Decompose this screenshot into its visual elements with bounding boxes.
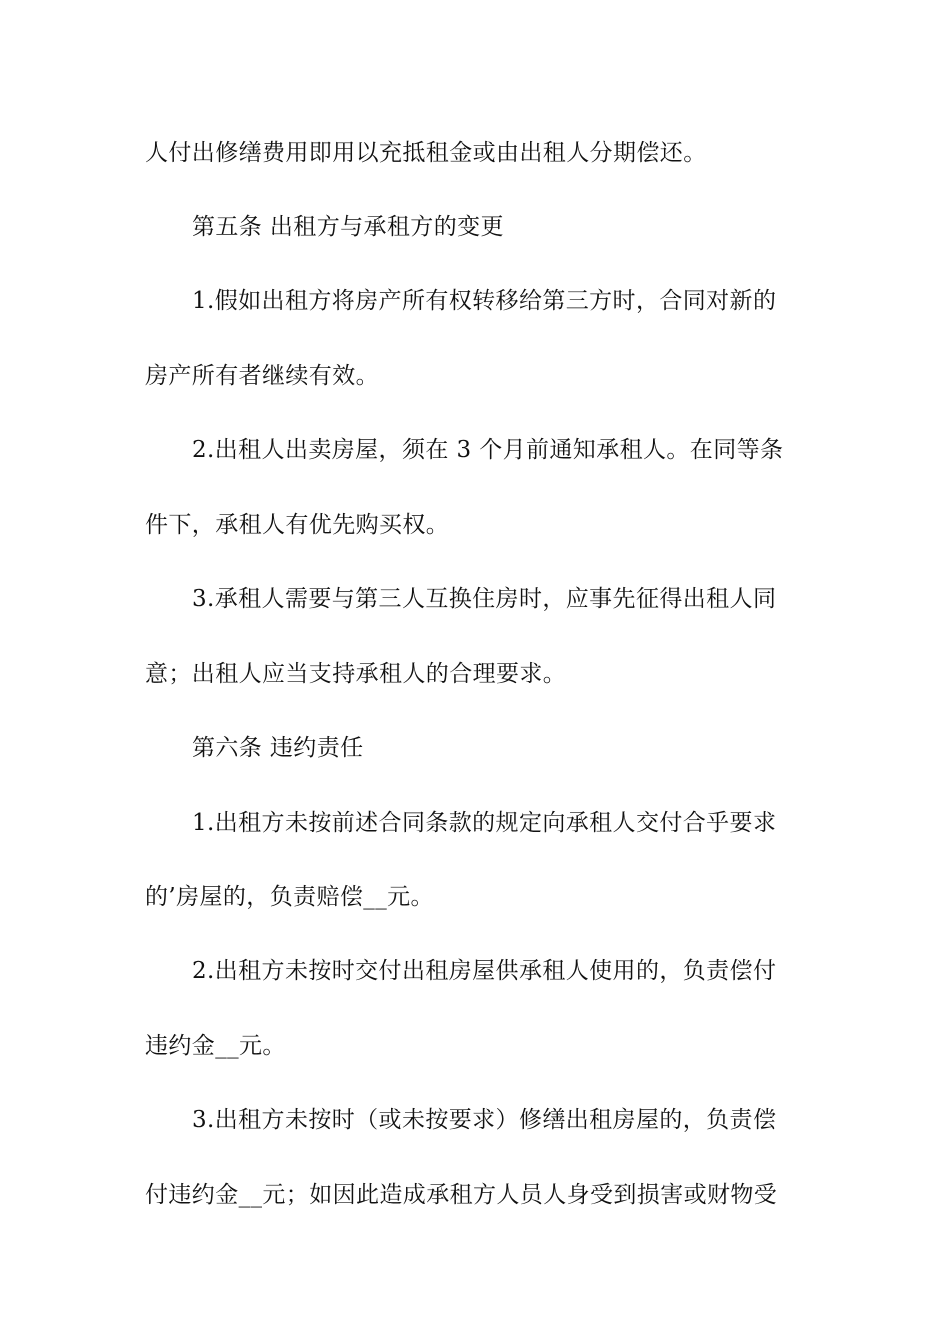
text-line: 2.出租人出卖房屋，须在 3 个月前通知承租人。在同等条 bbox=[192, 437, 784, 463]
text-line: 3.出租方未按时（或未按要求）修缮出租房屋的，负责偿 bbox=[192, 1107, 777, 1133]
text-line: 的’房屋的，负责赔偿__元。 bbox=[145, 884, 434, 910]
text-line: 1.假如出租方将房产所有权转移给第三方时，合同对新的 bbox=[192, 288, 777, 314]
text-line: 违约金__元。 bbox=[145, 1033, 286, 1059]
text-line: 房产所有者继续有效。 bbox=[145, 363, 379, 389]
text-line: 3.承租人需要与第三人互换住房时，应事先征得出租人同 bbox=[192, 586, 777, 612]
section-heading: 第五条 出租方与承租方的变更 bbox=[192, 214, 504, 240]
text-line: 2.出租方未按时交付出租房屋供承租人使用的，负责偿付 bbox=[192, 958, 777, 984]
text-line: 人付出修缮费用即用以充抵租金或由出租人分期偿还。 bbox=[145, 140, 707, 166]
text-line: 意；出租人应当支持承租人的合理要求。 bbox=[145, 661, 567, 687]
text-line: 件下，承租人有优先购买权。 bbox=[145, 512, 450, 538]
section-heading: 第六条 违约责任 bbox=[192, 735, 364, 761]
text-line: 1.出租方未按前述合同条款的规定向承租人交付合乎要求 bbox=[192, 810, 777, 836]
text-line: 付违约金__元；如因此造成承租方人员人身受到损害或财物受 bbox=[145, 1182, 778, 1208]
